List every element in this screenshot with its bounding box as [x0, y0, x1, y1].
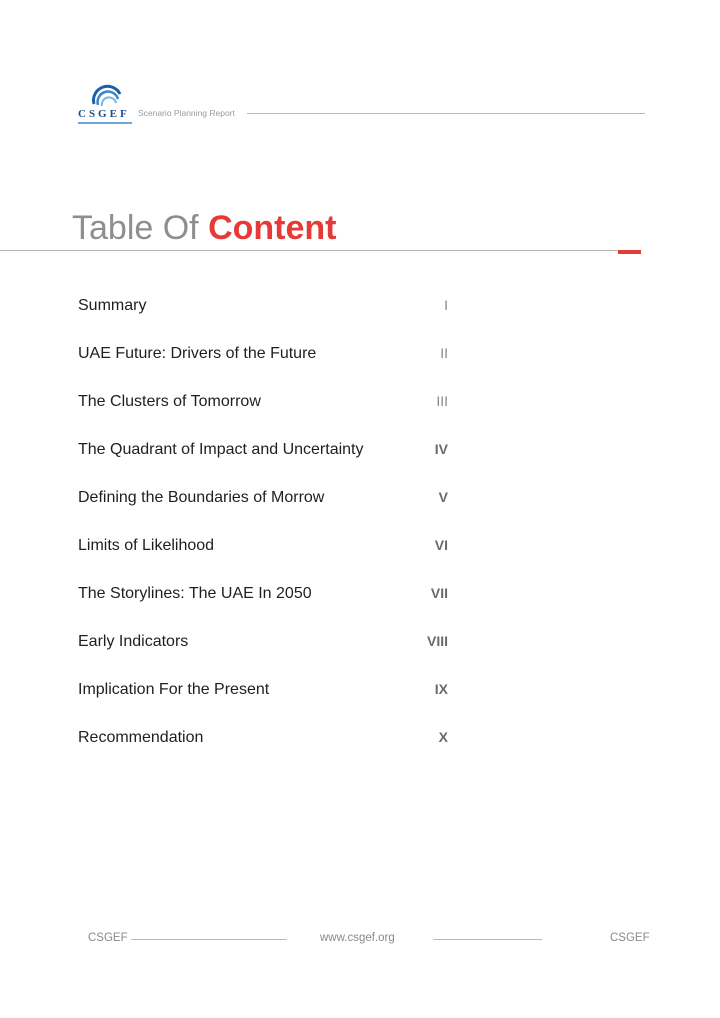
footer-right-label: CSGEF [610, 932, 650, 944]
toc-item-label: The Storylines: The UAE In 2050 [78, 585, 312, 602]
toc-item-number: VI [434, 537, 448, 553]
toc-item[interactable] [78, 678, 448, 702]
toc-item-label: Summary [78, 297, 147, 314]
toc-item[interactable] [78, 294, 448, 318]
toc-item-number: II [440, 345, 448, 361]
logo-text: CSGEF [78, 108, 130, 120]
toc-item-label: Implication For the Present [78, 681, 270, 698]
toc-item[interactable] [78, 342, 448, 366]
toc-item-label: Limits of Likelihood [78, 537, 215, 554]
footer-divider-left [131, 939, 287, 940]
toc-item-number: IX [434, 681, 448, 697]
toc-item-number: III [436, 393, 448, 409]
toc-item[interactable] [78, 582, 448, 606]
toc-item[interactable] [78, 534, 448, 558]
toc-item-label: Early Indicators [78, 633, 189, 650]
toc-item-label: The Clusters of Tomorrow [78, 393, 261, 410]
toc-item-label: Recommendation [78, 729, 204, 746]
logo-underline [78, 122, 132, 124]
header-divider [247, 113, 645, 114]
page-title [72, 206, 337, 250]
footer-left-label: CSGEF [88, 932, 128, 944]
footer-website[interactable]: www.csgef.org [320, 932, 395, 944]
csgef-logo [78, 80, 134, 126]
toc-item-label: Defining the Boundaries of Morrow [78, 489, 325, 506]
toc-item-number: X [438, 729, 448, 745]
report-label: Scenario Planning Report [138, 108, 235, 118]
toc-item-number: IV [434, 441, 448, 457]
toc-item[interactable] [78, 726, 448, 750]
toc-item[interactable] [78, 486, 448, 510]
toc-item-number: VIII [426, 633, 448, 649]
page-title-bold: Content [208, 209, 337, 247]
title-rule [0, 250, 640, 251]
toc-item-number: V [438, 489, 448, 505]
toc-item-number: VII [430, 585, 448, 601]
footer-divider-right [433, 939, 542, 940]
toc-item-label: The Quadrant of Impact and Uncertainty [78, 441, 364, 458]
logo-arcs-icon [90, 80, 124, 106]
toc-item-label: UAE Future: Drivers of the Future [78, 345, 317, 362]
toc-item-number: I [444, 297, 448, 313]
title-accent-bar [618, 250, 641, 254]
toc-item[interactable] [78, 630, 448, 654]
page-title-light: Table Of [72, 209, 209, 247]
toc-item[interactable] [78, 390, 448, 414]
toc-item[interactable] [78, 438, 448, 462]
